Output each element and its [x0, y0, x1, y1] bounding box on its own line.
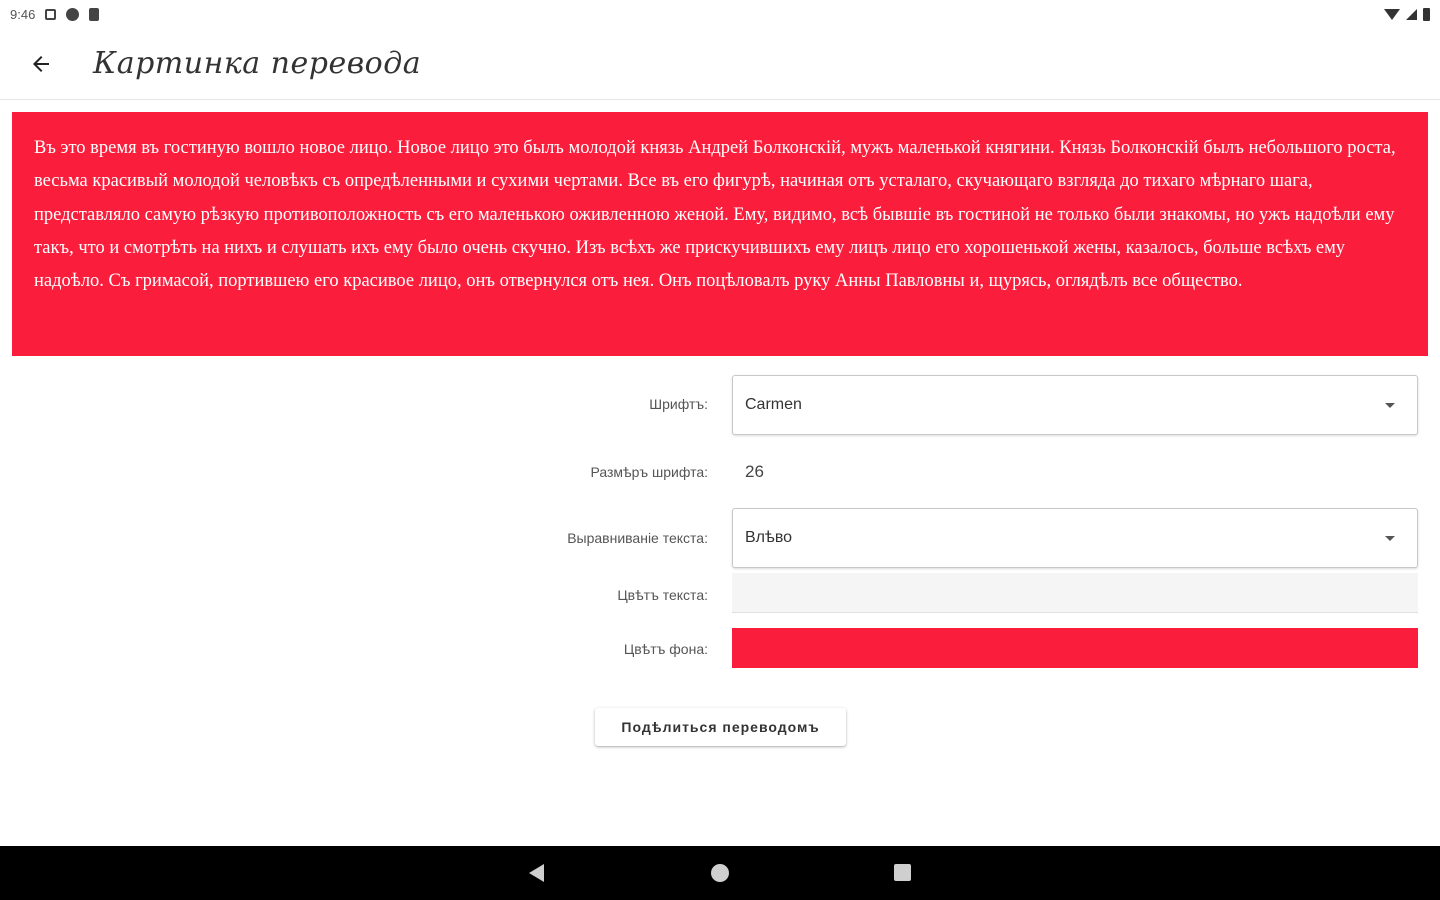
status-bar-right — [1384, 8, 1430, 21]
text-color-swatch[interactable] — [732, 573, 1418, 613]
font-select-value: Carmen — [745, 396, 802, 413]
back-button[interactable] — [17, 40, 65, 88]
bg-color-swatch[interactable] — [732, 628, 1418, 668]
nav-back-icon[interactable] — [529, 864, 544, 882]
wifi-icon — [1384, 9, 1400, 20]
font-size-value[interactable]: 26 — [745, 462, 764, 481]
arrow-left-icon — [29, 52, 53, 76]
app-circle-icon — [66, 8, 79, 21]
nav-home-icon[interactable] — [711, 864, 729, 882]
battery-icon — [1423, 8, 1430, 21]
bg-color-label: Цвѣтъ фона: — [623, 641, 708, 657]
alignment-select[interactable] — [732, 508, 1418, 568]
chevron-down-icon — [1385, 403, 1395, 408]
clipboard-icon — [89, 8, 99, 21]
page-title: Картинка перевода — [93, 46, 422, 81]
preview-text: Въ это время въ гостиную вошло новое лицо. Новое лицо это былъ молодой князь Андрей Болконскій, мужъ маленькой княгини. Князь Болконскій былъ небольшого роста, весьма красивый молодой человѣкъ съ опредѣленными и сухими чертами. Все въ его фигурѣ, начиная отъ усталаго, скучающаго взгляда до тихаго мѣрнаго шага, представляло самую рѣзкую противоположность съ его маленькою оживленною женой. Ему, видимо, всѣ бывшіе въ гостиной не только были знакомы, но ужъ надоѣли ему такъ, что и смотрѣть на нихъ и слушать ихъ ему было очень скучно. Изъ всѣхъ же прискучившихъ ему лицъ лицо его хорошенькой жены, казалось, больше всѣхъ ему надоѣло. Съ гримасой, портившею его красивое лицо, онъ отвернулся отъ нея. Онъ поцѣловалъ руку Анны Павловны и, щурясь, оглядѣлъ все общество. — [34, 138, 1396, 292]
signal-icon — [1406, 9, 1417, 20]
font-select[interactable] — [732, 375, 1418, 435]
text-color-label: Цвѣтъ текста: — [617, 587, 708, 603]
share-translation-button[interactable]: Подѣлиться переводомъ — [595, 708, 846, 746]
translation-preview — [12, 112, 1428, 356]
nav-recents-icon[interactable] — [894, 864, 911, 881]
status-bar-left — [10, 7, 99, 22]
app-bar — [0, 28, 1440, 100]
status-bar — [0, 0, 1440, 28]
chevron-down-icon — [1385, 536, 1395, 541]
alignment-label: Выравниваніе текста: — [567, 530, 708, 546]
navigation-bar — [0, 846, 1440, 900]
alignment-select-value: Влѣво — [745, 529, 793, 546]
status-time: 9:46 — [10, 6, 36, 22]
notification-box-icon — [45, 9, 56, 20]
font-label: Шрифтъ: — [649, 396, 708, 412]
font-size-label: Размѣръ шрифта: — [590, 464, 708, 480]
